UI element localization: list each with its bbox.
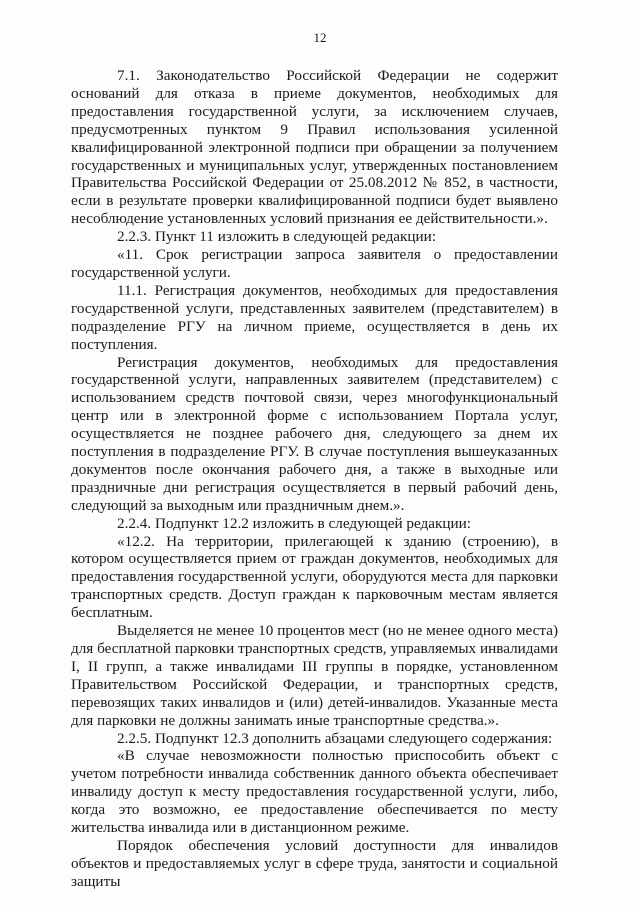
paragraph-11: «11. Срок регистрации запроса заявителя о предоставлении государственной услуги. xyxy=(71,246,558,281)
paragraph-2-2-3: 2.2.3. Пункт 11 изложить в следующей редакции: xyxy=(117,228,437,246)
paragraph-2-2-5: 2.2.5. Подпункт 12.3 дополнить абзацами следующего содержания: xyxy=(117,729,553,747)
paragraph-11-1: 11.1. Регистрация документов, необходимых для предоставления государственной услуги, представленных заявителем (представителем) в подразделение РГУ на личном приеме, осуществляется в день их поступления. xyxy=(71,281,558,353)
paragraph-order-conditions: Порядок обеспечения условий доступности для инвалидов объектов и предоставляемых услуг в сфере труда, занятости и социальной защиты xyxy=(71,836,558,890)
document-body xyxy=(71,67,558,891)
paragraph-registration: Регистрация документов, необходимых для предоставления государственной услуги, направленных заявителем (представителем) с использованием средств почтовой связи, через многофункциональный центр или в электронной форме с использованием Портала услуг, осуществляется не позднее рабочего дня, следующего за днем их поступления в подразделение РГУ. В случае поступления вышеуказанных документов после окончания рабочего дня, а также в выходные или праздничные дни регистрация осуществляется в первый рабочий день, следующий за выходным или праздничным днем.». xyxy=(71,353,558,514)
paragraph-parking-disabled: Выделяется не менее 10 процентов мест (но не менее одного места) для бесплатной парковки транспортных средств, управляемых инвалидами I, II групп, а также инвалидами III группы в порядке, установленном Правительством Российской Федерации, и транспортных средств, перевозящих таких инвалидов и (или) детей-инвалидов. Указанные места для парковки не должны занимать иные транспортные средства.». xyxy=(71,622,558,729)
paragraph-7-1: 7.1. Законодательство Российской Федерации не содержит оснований для отказа в приеме документов, необходимых для предоставления государственной услуги, за исключением случаев, предусмотренных пунктом 9 Правил использования усиленной квалифицированной электронной подписи при обращении за получением государственных и муниципальных услуг, утвержденных постановлением Правительства Российской Федерации от 25.08.2012 № 852, в частности, если в результате проверки квалифицированной подписи будет выявлено несоблюдение установленных условий признания ее действительности.». xyxy=(71,67,558,228)
paragraph-12-2: «12.2. На территории, прилегающей к зданию (строению), в котором осуществляется прием от граждан документов, необходимых для предоставления государственной услуги, оборудуются места для парковки транспортных средств. Доступ граждан к парковочным местам является бесплатным. xyxy=(71,532,558,622)
page-number: 12 xyxy=(313,30,327,45)
paragraph-2-2-4: 2.2.4. Подпункт 12.2 изложить в следующей редакции: xyxy=(117,514,471,532)
paragraph-accessibility: «В случае невозможности полностью приспособить объект с учетом потребности инвалида собственник данного объекта обеспечивает инвалиду доступ к месту предоставления государственной услуги, либо, когда это возможно, ее предоставление обеспечивается по месту жительства инвалида или в дистанционном режиме. xyxy=(71,747,558,837)
